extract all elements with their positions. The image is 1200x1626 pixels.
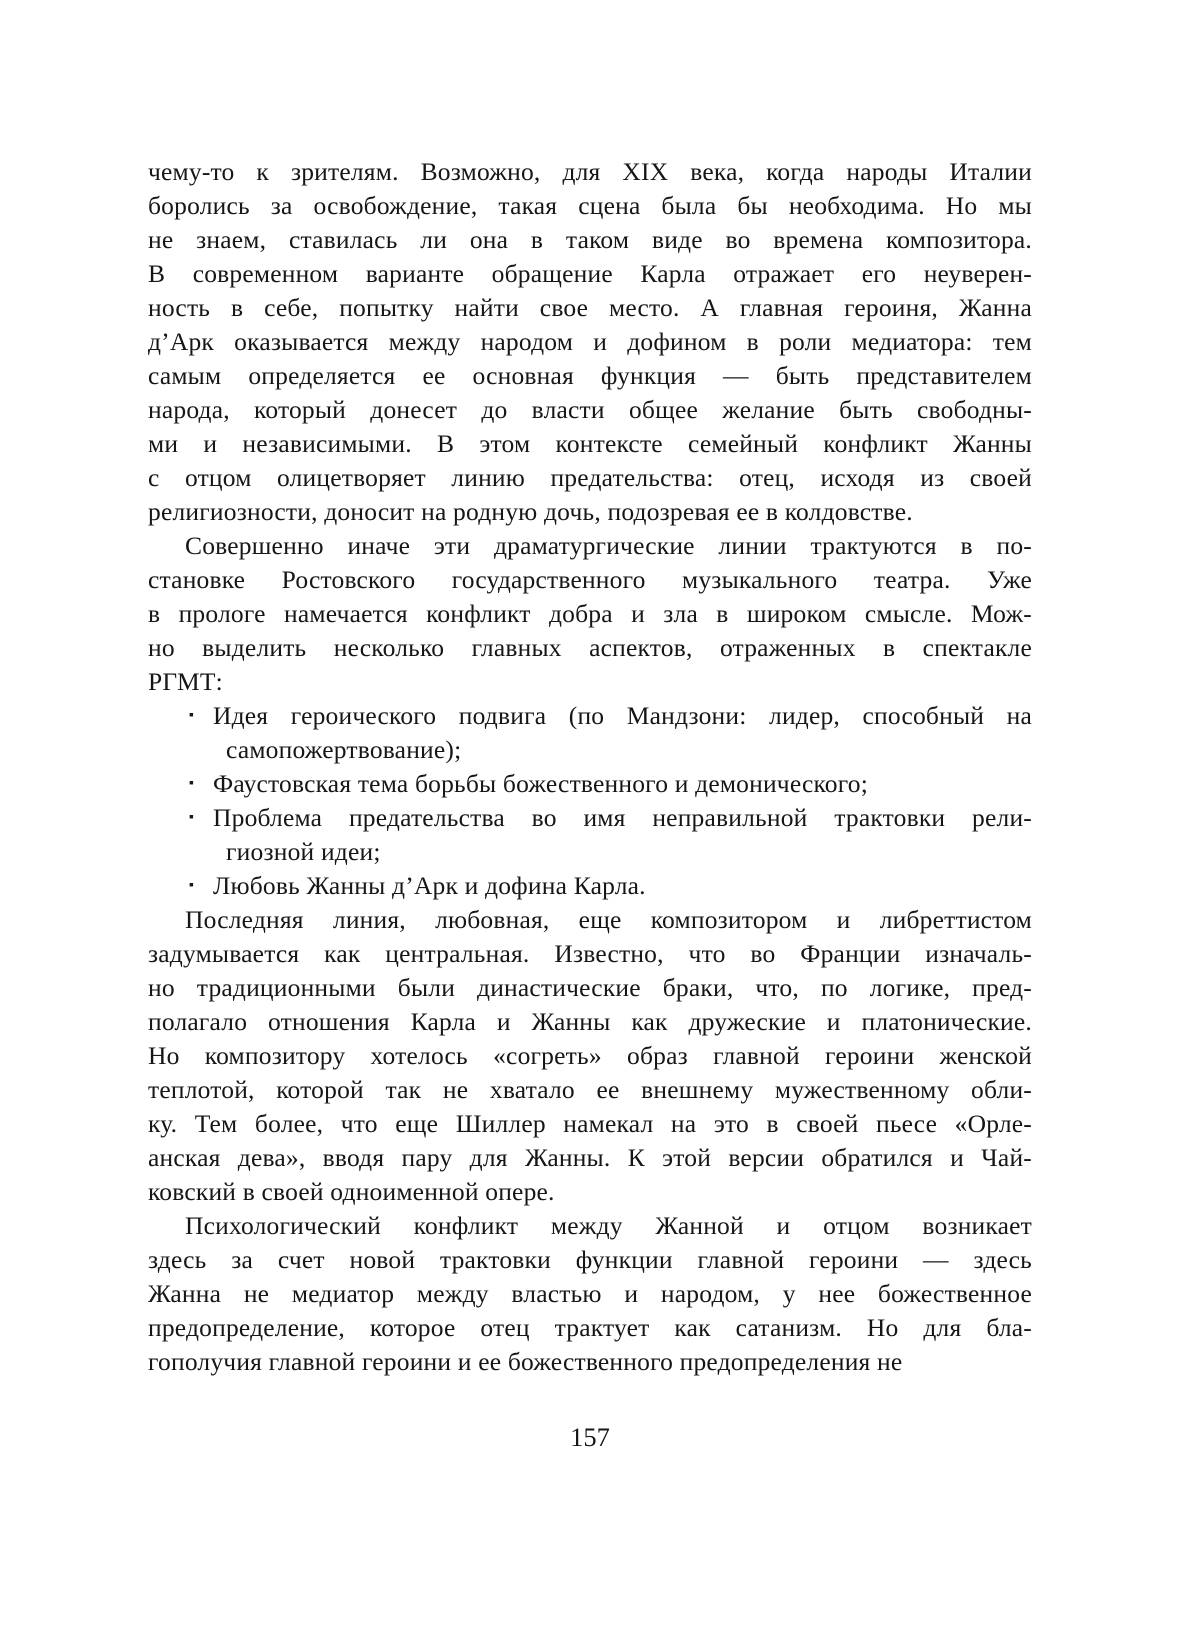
bullet-square-icon: ▪ — [189, 878, 194, 893]
paragraph-3 — [148, 903, 1032, 1209]
text-line: чему-то к зрителям. Возможно, для XIX века, когда народы Италии — [148, 157, 1032, 186]
text-line: ность в себе, попытку найти свое место. А главная героиня, Жанна — [148, 293, 1032, 322]
text-line: в прологе намечается конфликт добра и зла в широком смысле. Мож- — [148, 599, 1032, 628]
text-line: самопожертвование); — [226, 735, 462, 764]
text-block — [148, 155, 1032, 1379]
text-line: РГМТ: — [148, 667, 223, 696]
text-line: Но композитору хотелось «согреть» образ главной героини женской — [148, 1041, 1032, 1070]
text-line: Идея героического подвига (по Мандзони: лидер, способный на — [213, 701, 1032, 730]
bullet-square-icon: ▪ — [189, 810, 194, 825]
text-line: анская дева», вводя пару для Жанны. К этой версии обратился и Чай- — [148, 1143, 1032, 1172]
text-line: полагало отношения Карла и Жанны как дружеские и платонические. — [148, 1007, 1032, 1036]
text-line: Жанна не медиатор между властью и народом, у нее божественное — [148, 1279, 1032, 1308]
text-line: Проблема предательства во имя неправильной трактовки рели- — [213, 803, 1032, 832]
text-line: Последняя линия, любовная, еще композитором и либреттистом — [185, 905, 1032, 934]
text-line: Психологический конфликт между Жанной и отцом возникает — [185, 1211, 1032, 1240]
text-line: но традиционными были династические браки, что, по логике, пред- — [148, 973, 1032, 1002]
bullet-text — [213, 767, 1032, 801]
paragraph-1 — [148, 155, 1032, 529]
bullet-text — [213, 801, 1032, 869]
bullet-text — [213, 699, 1032, 767]
text-line: ми и независимыми. В этом контексте семейный конфликт Жанны — [148, 429, 1032, 458]
text-line: но выделить несколько главных аспектов, отраженных в спектакле — [148, 633, 1032, 662]
text-line: религиозности, доносит на родную дочь, подозревая ее в колдовстве. — [148, 497, 913, 526]
bullet-square-icon: ▪ — [189, 776, 194, 791]
text-line: предопределение, которое отец трактует как сатанизм. Но для бла- — [148, 1313, 1032, 1342]
text-line: самым определяется ее основная функция — быть представителем — [148, 361, 1032, 390]
bullet-item-3 — [148, 801, 1032, 869]
text-line: д’Арк оказывается между народом и дофином в роли медиатора: тем — [148, 327, 1032, 356]
text-line: здесь за счет новой трактовки функции главной героини — здесь — [148, 1245, 1032, 1274]
text-line: теплотой, которой так не хватало ее внешнему мужественному обли- — [148, 1075, 1032, 1104]
text-line: гополучия главной героини и ее божественного предопределения не — [148, 1347, 903, 1376]
bullet-item-2 — [148, 767, 1032, 801]
paragraph-4 — [148, 1209, 1032, 1379]
bullet-item-4 — [148, 869, 1032, 903]
text-line: гиозной идеи; — [226, 837, 381, 866]
bullet-square-icon: ▪ — [189, 708, 194, 723]
text-line: ку. Тем более, что еще Шиллер намекал на это в своей пьесе «Орле- — [148, 1109, 1032, 1138]
text-line: В современном варианте обращение Карла отражает его неуверен- — [148, 259, 1032, 288]
text-line: народа, который донесет до власти общее желание быть свободны- — [148, 395, 1032, 424]
text-line: боролись за освобождение, такая сцена была бы необходима. Но мы — [148, 191, 1032, 220]
page-number: 157 — [570, 1422, 610, 1452]
text-line: становке Ростовского государственного музыкального театра. Уже — [148, 565, 1032, 594]
text-line: Совершенно иначе эти драматургические линии трактуются в по- — [185, 531, 1032, 560]
text-line: с отцом олицетворяет линию предательства: отец, исходя из своей — [148, 463, 1032, 492]
bullet-list — [148, 699, 1032, 903]
bullet-item-1 — [148, 699, 1032, 767]
paragraph-2 — [148, 529, 1032, 699]
text-line: Фаустовская тема борьбы божественного и демонического; — [213, 769, 869, 798]
text-line: не знаем, ставилась ли она в таком виде во времена композитора. — [148, 225, 1032, 254]
text-line: Любовь Жанны д’Арк и дофина Карла. — [213, 871, 646, 900]
text-line: задумывается как центральная. Известно, что во Франции изначаль- — [148, 939, 1032, 968]
bullet-text — [213, 869, 1032, 903]
text-line: ковский в своей одноименной опере. — [148, 1177, 555, 1206]
